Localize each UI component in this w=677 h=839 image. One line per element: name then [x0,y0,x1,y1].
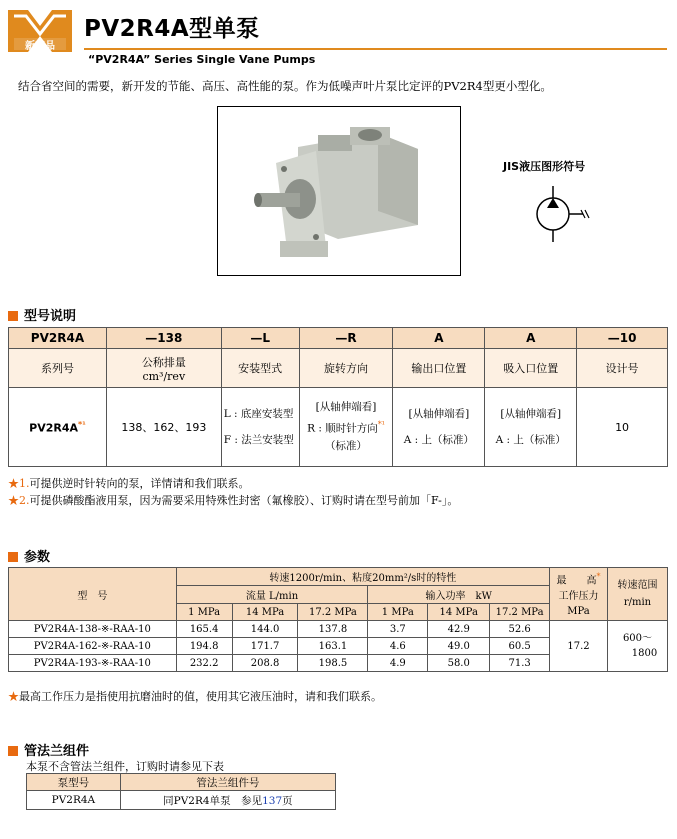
col-pressure: 14 MPa [232,604,298,621]
pump-hydraulic-symbol-icon [525,180,595,250]
new-product-logo [6,4,74,54]
cell-pump-model: PV2R4A [27,791,121,810]
title-underline [84,48,667,50]
val-rotation: [从轴伸端看] R : 顺时针方向$^{*^1}$ （标准） [299,388,393,467]
col-pressure: 1 MPa [368,604,428,621]
code-mount: —L [221,328,299,349]
cell-flow: 232.2 [176,655,232,672]
cell-flow: 137.8 [298,621,368,638]
hdr-inlet: 吸入口位置 [485,349,577,388]
cell-flow: 194.8 [176,638,232,655]
col-model: 型 号 [9,568,177,621]
col-pressure: 17.2 MPa [490,604,550,621]
col-flow: 流量 L/min [176,586,368,604]
cell-flow: 198.5 [298,655,368,672]
hdr-mount: 安装型式 [221,349,299,388]
svg-text:新产品: 新产品 [25,41,55,52]
table-row [9,388,668,467]
param-note: ★最高工作压力是指使用抗磨油时的值，使用其它液压油时，请和我们联系。 [8,690,382,703]
row-model: PV2R4A-193-※-RAA-10 [9,655,177,672]
col-pump-model: 泵型号 [27,774,121,791]
val-mount: L : 底座安装型 F : 法兰安装型 [221,388,299,467]
col-pressure: 1 MPa [176,604,232,621]
row-model: PV2R4A-138-※-RAA-10 [9,621,177,638]
cell-power: 42.9 [428,621,490,638]
table-row [9,568,668,586]
cell-power: 71.3 [490,655,550,672]
table-row [27,774,336,791]
page-title: PV2R4A型单泵 [84,16,260,42]
hdr-series: 系列号 [9,349,107,388]
section-square-icon [8,311,18,321]
cell-flow: 165.4 [176,621,232,638]
code-displacement: —138 [106,328,221,349]
flange-table [26,773,336,810]
code-series: PV2R4A [9,328,107,349]
cell-power: 52.6 [490,621,550,638]
col-flange-kit: 管法兰组件号 [120,774,335,791]
section-square-icon [8,552,18,562]
flange-section-heading: 管法兰组件 [8,740,89,759]
flange-intro: 本泵不含管法兰组件，订购时请参见下表 [26,760,224,773]
col-speed-range: 转速范围 r/min [607,568,667,621]
table-row [9,328,668,349]
val-displacement: 138、162、193 [106,388,221,467]
hdr-design: 设计号 [577,349,668,388]
code-inlet: A [485,328,577,349]
val-outlet: [从轴伸端看] A : 上（标准） [393,388,485,467]
model-note-2: ★2.可提供磷酸酯液用泵，因为需要采用特殊性封密（氟橡胶）、订购时请在型号前加「F-」。 [8,494,459,507]
table-row [9,621,668,638]
col-power: 输入功率 kW [368,586,550,604]
cell-power: 4.9 [368,655,428,672]
val-inlet: [从轴伸端看] A : 上（标准） [485,388,577,467]
cell-flow: 163.1 [298,638,368,655]
cell-flow: 208.8 [232,655,298,672]
intro-text: 结合省空间的需要，新开发的节能、高压、高性能的泵。作为低噪声叶片泵比定评的PV2R4型更小型化。 [18,79,552,93]
col-condition: 转速1200r/min、粘度20mm²/s时的特性 [176,568,549,586]
cell-power: 4.6 [368,638,428,655]
table-row [9,349,668,388]
col-max-pressure: 最 高* 工作压力 MPa [550,568,608,621]
cell-flange-kit: 同PV2R4单泵 参见137页 [120,791,335,810]
jis-symbol-label: JIS液压图形符号 [503,160,586,173]
cell-power: 58.0 [428,655,490,672]
cell-speed-range: 600～ 1800 [607,621,667,672]
val-series: $PV2R4A^{*^1}$ [9,388,107,467]
cell-flow: 144.0 [232,621,298,638]
col-pressure: 14 MPa [428,604,490,621]
hdr-rotation: 旋转方向 [299,349,393,388]
val-design: 10 [577,388,668,467]
model-note-1: ★1.可提供逆时针转向的泵，详情请和我们联系。 [8,477,250,490]
row-model: PV2R4A-162-※-RAA-10 [9,638,177,655]
code-design: —10 [577,328,668,349]
hdr-outlet: 输出口位置 [393,349,485,388]
cell-power: 3.7 [368,621,428,638]
code-outlet: A [393,328,485,349]
table-row [27,791,336,810]
cell-max-pressure: 17.2 [550,621,608,672]
page-link[interactable]: 137 [262,794,283,807]
col-pressure: 17.2 MPa [298,604,368,621]
cell-power: 60.5 [490,638,550,655]
model-code-table [8,327,668,467]
parameter-table [8,567,668,672]
pump-photo [217,106,461,276]
section-square-icon [8,746,18,756]
cell-power: 49.0 [428,638,490,655]
page-subtitle: “PV2R4A” Series Single Vane Pumps [88,53,316,66]
param-section-heading: 参数 [8,546,50,565]
code-rotation: —R [299,328,393,349]
hdr-displacement: 公称排量 cm³/rev [106,349,221,388]
model-section-heading: 型号说明 [8,305,76,324]
cell-flow: 171.7 [232,638,298,655]
